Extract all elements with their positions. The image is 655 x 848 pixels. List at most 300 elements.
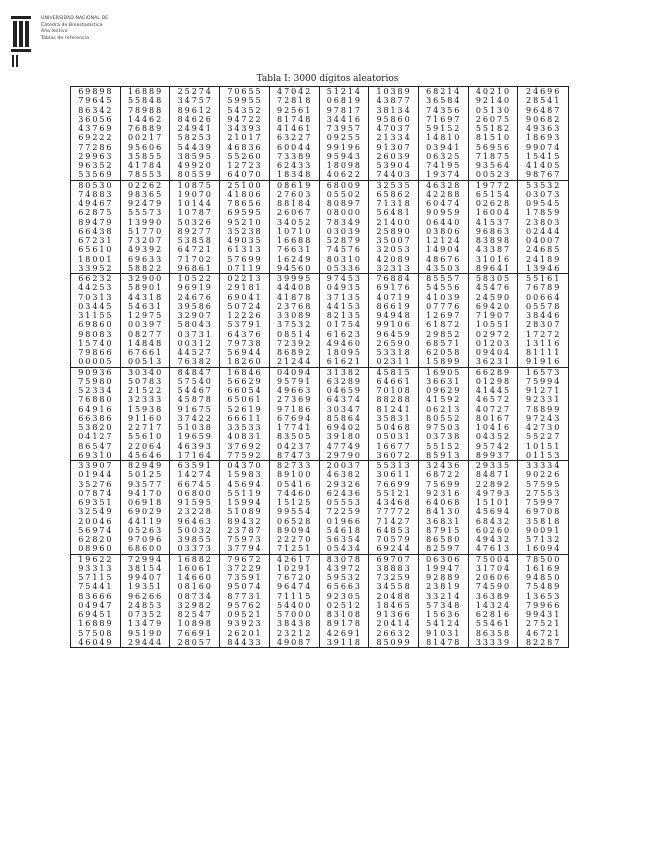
digit-group: 93577 [127,479,164,489]
digit-group: 55610 [127,432,164,442]
digit-group: 51038 [177,423,213,432]
digit-column [320,461,370,554]
digit-group: 16061 [177,563,213,573]
digit-group: 51770 [127,226,164,236]
digit-group: 13990 [127,217,164,227]
digit-group: 76880 [78,395,114,405]
digit-group: 84626 [177,114,213,124]
digit-group: 63591 [177,461,213,470]
header-line: Tablas de referencia [41,35,90,41]
digit-group: 09545 [526,199,562,208]
digit-group: 09521 [227,610,263,619]
digit-group: 42730 [526,423,562,432]
digit-group: 07352 [127,610,164,619]
digit-group: 92316 [426,488,462,498]
digit-group: 77592 [227,450,263,460]
digit-group: 02262 [127,180,164,190]
digit-column [71,461,121,554]
digit-group: 33339 [475,637,512,647]
digit-group: 86358 [475,628,512,638]
digit-group: 49793 [475,488,512,498]
digit-group: 46049 [78,637,114,647]
digit-group: 13946 [526,263,562,273]
digit-group: 29335 [475,461,512,470]
digit-group: 89178 [326,619,362,629]
digit-group: 37229 [227,563,263,573]
digit-group: 32436 [426,461,462,470]
digit-group: 54467 [177,386,213,395]
digit-group: 85913 [426,450,462,460]
digit-group: 46382 [326,470,362,480]
digit-group: 82287 [526,637,562,647]
digit-group: 94170 [127,488,164,498]
digit-group: 20037 [326,461,362,470]
digit-group: 03073 [526,189,562,199]
digit-group: 70108 [376,386,412,395]
digit-group: 83078 [326,554,362,564]
digit-group: 90959 [426,208,462,218]
digit-group: 82949 [127,461,164,470]
digit-group: 48676 [426,254,462,264]
digit-group: 90226 [526,470,562,480]
digit-group: 06325 [426,151,462,161]
digit-group: 87473 [277,450,313,460]
digit-group: 19622 [78,554,114,564]
digit-group: 45815 [376,367,412,377]
digit-group: 15415 [526,151,562,161]
digit-group: 04352 [475,432,512,442]
digit-group: 15938 [127,404,164,414]
digit-group: 01754 [326,320,362,330]
digit-group: 25100 [227,180,263,190]
digit-group: 36389 [475,591,512,601]
digit-group: 91916 [526,357,562,367]
digit-group: 07119 [227,263,263,273]
digit-group: 30611 [376,470,412,480]
digit-group: 80552 [426,413,462,423]
digit-group: 41784 [127,161,164,170]
digit-group: 10522 [177,274,213,283]
digit-column [121,368,171,461]
digit-group: 69451 [78,610,114,619]
digit-group: 20606 [475,573,512,582]
digit-group: 58822 [127,263,164,273]
digit-group: 26632 [376,628,412,638]
digit-group: 67231 [78,236,114,245]
digit-column [469,87,519,180]
digit-group: 41878 [277,292,313,302]
digit-group: 78899 [526,404,562,414]
digit-group: 12975 [127,311,164,320]
digit-column [369,461,419,554]
digit-group: 15101 [475,498,512,507]
digit-group: 26075 [475,114,512,124]
digit-group: 69595 [227,208,263,218]
digit-group: 34052 [277,217,313,227]
digit-group: 06440 [426,217,462,227]
digit-group: 05578 [526,301,562,311]
digit-group: 16169 [526,563,562,573]
digit-group: 49663 [277,386,313,395]
digit-group: 05416 [277,479,313,489]
digit-column [518,368,568,461]
digit-group: 37692 [227,441,263,451]
digit-group: 01944 [78,470,114,480]
digit-group: 81111 [526,348,562,357]
digit-group: 08160 [177,582,213,592]
digit-group: 45646 [127,450,164,460]
digit-group: 46393 [177,441,213,451]
digit-group: 95210 [227,217,263,227]
digit-group: 06918 [127,498,164,507]
digit-group: 10151 [526,441,562,451]
digit-group: 96352 [78,161,114,170]
digit-group: 58253 [177,133,213,143]
header-line: Año lectivo [41,29,68,35]
digit-group: 28541 [526,96,562,106]
digit-group: 21400 [376,217,412,227]
digit-column [71,555,121,648]
digit-group: 69708 [526,507,562,517]
digit-group: 26590 [376,338,412,348]
digit-group: 32549 [78,507,114,517]
digit-group: 25890 [376,226,412,236]
digit-group: 71115 [277,591,313,601]
digit-group: 79672 [227,554,263,564]
digit-group: 89641 [475,263,512,273]
digit-group: 40727 [475,404,512,414]
digit-group: 55119 [227,488,263,498]
digit-group: 76884 [376,274,412,283]
digit-group: 46328 [426,180,462,190]
digit-group: 95606 [127,142,164,152]
digit-group: 62816 [475,610,512,619]
digit-group: 50724 [227,301,263,311]
digit-group: 41806 [227,189,263,199]
digit-group: 15636 [426,610,462,619]
digit-group: 47042 [277,87,313,96]
digit-group: 03039 [326,226,362,236]
digit-group: 39586 [177,301,213,311]
digit-group: 97243 [526,413,562,423]
digit-group: 77772 [376,507,412,517]
digit-group: 40719 [376,292,412,302]
digit-column [419,368,469,461]
digit-group: 74576 [326,245,362,255]
digit-group: 57000 [277,610,313,619]
digit-group: 91160 [127,413,164,423]
digit-group: 16846 [227,367,263,377]
digit-group: 00005 [78,357,114,367]
digit-column [518,555,568,648]
digit-group: 00312 [177,338,213,348]
digit-column [220,87,270,180]
digit-group: 62436 [326,488,362,498]
digit-group: 76789 [526,283,562,293]
digit-column [320,274,370,367]
digit-group: 00664 [526,292,562,302]
digit-group: 96474 [277,582,313,592]
digit-group: 06306 [426,554,462,564]
digit-group: 79738 [227,338,263,348]
digit-group: 53532 [526,180,562,190]
digit-group: 55461 [475,619,512,629]
digit-group: 29852 [426,329,462,339]
digit-group: 89937 [475,450,512,460]
digit-group: 42617 [277,554,313,564]
digit-group: 10551 [475,320,512,330]
digit-group: 12124 [426,236,462,245]
digit-group: 10787 [177,208,213,218]
digit-group: 62058 [426,348,462,357]
digit-group: 32900 [127,274,164,283]
institution-text [41,16,108,68]
digit-group: 18098 [326,161,362,170]
digit-column [320,181,370,274]
digit-group: 04127 [78,432,114,442]
digit-group: 16249 [277,254,313,264]
digit-column [320,368,370,461]
digit-group: 82547 [177,610,213,619]
digit-group: 02628 [475,199,512,208]
digit-group: 38154 [127,563,164,573]
digit-group: 44318 [127,292,164,302]
digit-group: 73207 [127,236,164,245]
digit-group: 73259 [376,573,412,582]
digit-group: 24676 [177,292,213,302]
digit-group: 69310 [78,450,114,460]
digit-group: 18001 [78,254,114,264]
digit-group: 82733 [277,461,313,470]
digit-column [518,181,568,274]
digit-group: 92889 [426,573,462,582]
digit-column [518,87,568,180]
digit-group: 51214 [326,87,362,96]
digit-group: 68571 [426,338,462,348]
digit-group: 03731 [177,329,213,339]
digit-group: 37135 [326,292,362,302]
digit-group: 96459 [376,329,412,339]
digit-group: 65061 [227,395,263,405]
digit-group: 90682 [526,114,562,124]
digit-group: 49363 [526,124,562,133]
digit-group: 64070 [227,170,263,180]
digit-group: 94948 [376,311,412,320]
digit-group: 21334 [376,133,412,143]
digit-column [71,87,121,180]
digit-group: 19659 [177,432,213,442]
digit-group: 04007 [526,236,562,245]
digit-group: 05336 [326,263,362,273]
digit-group: 19351 [127,582,164,592]
digit-group: 31704 [475,563,512,573]
digit-group: 29790 [326,450,362,460]
digit-group: 16889 [127,87,164,96]
digit-column [320,87,370,180]
digit-group: 67661 [127,348,164,357]
digit-column [121,461,171,554]
digit-group: 53791 [227,320,263,330]
digit-group: 40210 [475,87,512,96]
digit-group: 91271 [526,386,562,395]
digit-column [71,274,121,367]
digit-group: 55260 [227,151,263,161]
digit-group: 21017 [227,133,263,143]
digit-group: 08000 [326,208,362,218]
digit-group: 01203 [475,338,512,348]
digit-group: 95762 [227,600,263,610]
digit-group: 18693 [526,133,562,143]
digit-group: 43972 [326,563,362,573]
digit-group: 43468 [376,498,412,507]
digit-group: 31155 [78,311,114,320]
digit-group: 98767 [526,170,562,180]
digit-group: 53569 [78,170,114,180]
digit-group: 38134 [376,105,412,115]
digit-group: 84130 [426,507,462,517]
digit-group: 35276 [78,479,114,489]
digit-column [419,181,469,274]
digit-group: 50783 [127,376,164,386]
digit-group: 22064 [127,441,164,451]
digit-group: 57595 [526,479,562,489]
digit-column [469,368,519,461]
digit-group: 03373 [177,544,213,554]
digit-group: 06819 [326,96,362,106]
digit-group: 32313 [376,263,412,273]
digit-group: 54556 [426,283,462,293]
digit-group: 65862 [376,189,412,199]
digit-group: 39118 [326,637,362,647]
digit-column [369,87,419,180]
digit-group: 95190 [127,628,164,638]
digit-group: 55313 [376,461,412,470]
digit-group: 88184 [277,199,313,208]
digit-group: 00513 [127,357,164,367]
digit-group: 13116 [526,338,562,348]
digit-group: 09404 [475,348,512,357]
digit-group: 20414 [376,619,412,629]
digit-group: 02972 [475,329,512,339]
digit-group: 96266 [127,591,164,601]
digit-group: 72392 [277,338,313,348]
digit-group: 38883 [376,563,412,573]
digit-group: 61313 [227,245,263,255]
digit-group: 39180 [326,432,362,442]
digit-group: 43387 [475,245,512,255]
digit-group: 08514 [277,329,313,339]
digit-group: 44408 [277,283,313,293]
digit-group: 69222 [78,133,114,143]
digit-group: 50326 [177,217,213,227]
digit-group: 16688 [277,236,313,245]
digit-group: 36056 [78,114,114,124]
digit-group: 06528 [277,516,313,526]
digit-group: 23228 [177,507,213,517]
digit-group: 61623 [326,329,362,339]
digit-group: 71907 [475,311,512,320]
digit-group: 99196 [326,142,362,152]
digit-group: 38446 [526,311,562,320]
digit-group: 53904 [376,161,412,170]
digit-group: 18465 [376,600,412,610]
digit-group: 86619 [376,301,412,311]
digit-group: 69898 [78,87,114,96]
digit-group: 93564 [475,161,512,170]
digit-group: 22892 [475,479,512,489]
digit-group: 08277 [127,329,164,339]
digit-group: 83108 [326,610,362,619]
digit-group: 79866 [78,348,114,357]
digit-group: 57699 [227,254,263,264]
digit-group: 58305 [475,274,512,283]
digit-group: 58043 [177,320,213,330]
digit-group: 75441 [78,582,114,592]
digit-group: 64068 [426,498,462,507]
digit-column [170,274,220,367]
digit-group: 97096 [127,535,164,544]
digit-group: 56481 [376,208,412,218]
digit-group: 74883 [78,189,114,199]
digit-column [419,461,469,554]
digit-group: 55161 [526,274,562,283]
digit-group: 70579 [376,535,412,544]
digit-group: 03738 [426,432,462,442]
digit-group: 43877 [376,96,412,106]
digit-group: 70313 [78,292,114,302]
digit-group: 80167 [475,413,512,423]
digit-group: 42288 [426,189,462,199]
digit-group: 36072 [376,450,412,460]
digit-group: 12697 [426,311,462,320]
digit-block [71,461,568,555]
digit-group: 16882 [177,554,213,564]
digit-group: 54439 [177,142,213,152]
digit-column [220,181,270,274]
digit-column [220,555,270,648]
digit-group: 97186 [277,404,313,414]
digit-group: 21244 [277,357,313,367]
digit-group: 24189 [526,254,562,264]
digit-group: 76382 [177,357,213,367]
random-digits-table [70,86,569,648]
digit-group: 32982 [177,600,213,610]
digit-group: 47749 [326,441,362,451]
digit-group: 72994 [127,554,164,564]
digit-group: 50032 [177,525,213,535]
digit-group: 76889 [127,124,164,133]
digit-group: 18348 [277,170,313,180]
digit-group: 62875 [78,208,114,218]
digit-group: 36631 [426,376,462,386]
digit-group: 75004 [475,554,512,564]
digit-group: 88288 [376,395,412,405]
digit-group: 98365 [127,189,164,199]
digit-group: 60044 [277,142,313,152]
digit-group: 14904 [426,245,462,255]
digit-group: 91366 [376,610,412,619]
digit-group: 27553 [526,488,562,498]
digit-group: 09255 [326,133,362,143]
digit-column [419,274,469,367]
digit-group: 15899 [426,357,462,367]
digit-group: 69860 [78,320,114,330]
digit-group: 56944 [227,348,263,357]
digit-group: 41039 [426,292,462,302]
digit-group: 19374 [426,170,462,180]
digit-group: 19947 [426,563,462,573]
digit-group: 68722 [426,470,462,480]
